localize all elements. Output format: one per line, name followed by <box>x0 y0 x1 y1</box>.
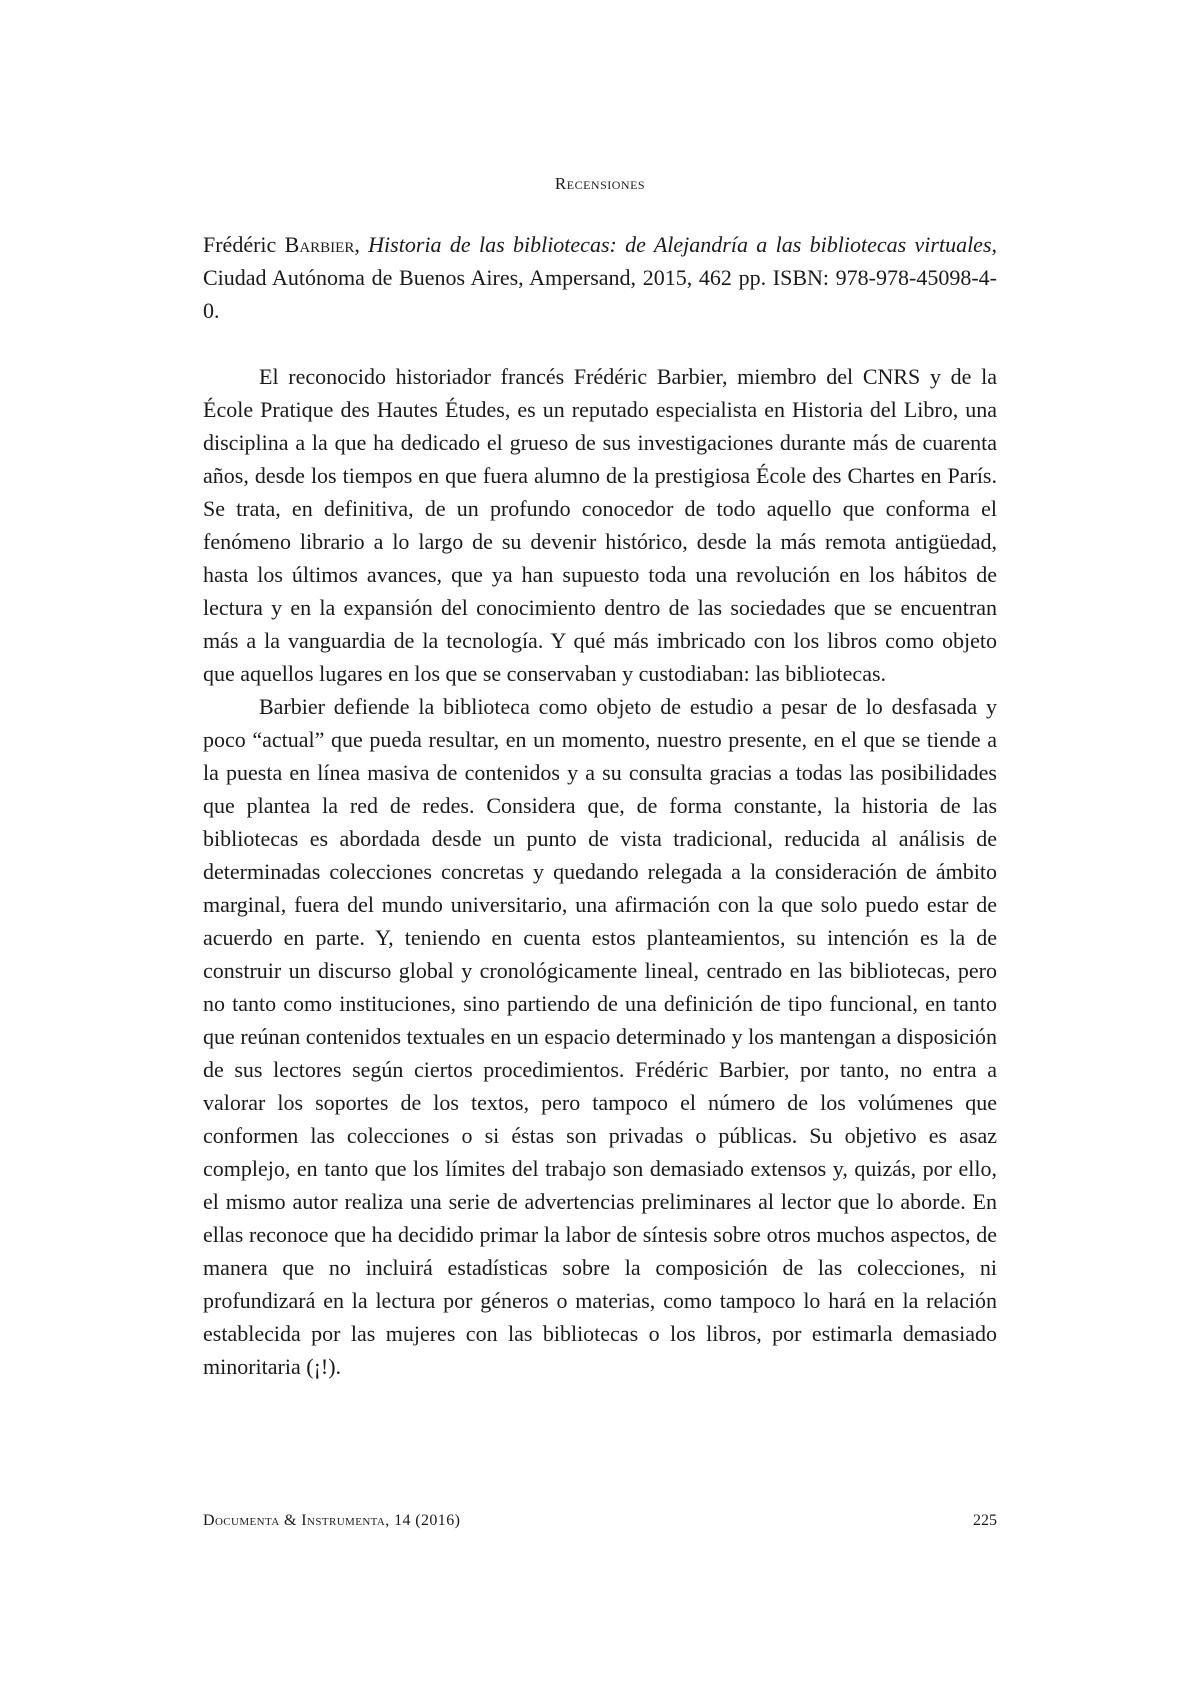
book-title: Historia de las bibliotecas: de Alejandría a las bibliotecas virtuales <box>368 232 992 257</box>
page-footer <box>203 1512 997 1536</box>
author-surname: Barbier <box>284 232 355 257</box>
reference-separator: , <box>354 232 369 257</box>
bibliographic-reference <box>203 228 997 327</box>
review-body <box>203 360 997 1383</box>
publication-details: , Ciudad Autónoma de Buenos Aires, Ampersand, 2015, 462 pp. ISBN: 978-978-45098-4-0. <box>203 232 998 323</box>
journal-citation: Documenta & Instrumenta, 14 (2016) <box>203 1512 461 1529</box>
author-first-name: Frédéric <box>203 232 285 257</box>
paragraph: Barbier defiende la biblioteca como objeto de estudio a pesar de lo desfasada y poco “actual” que pueda resultar, en un momento, nuestro presente, en el que se tiende a la puesta en línea masiva de contenidos y a su consulta gracias a todas las posibilidades que plantea la red de redes. Considera que, de forma constante, la historia de las bibliotecas es abordada desde un punto de vista tradicional, reducida al análisis de determinadas colecciones concretas y quedando relegada a la consideración de ámbito marginal, fuera del mundo universitario, una afirmación con la que solo puedo estar de acuerdo en parte. Y, teniendo en cuenta estos planteamientos, su intención es la de construir un discurso global y cronológicamente lineal, centrado en las bibliotecas, pero no tanto como instituciones, sino partiendo de una definición de tipo funcional, en tanto que reúnan contenidos textuales en un espacio determinado y los mantengan a disposición de sus lectores según ciertos procedimientos. Frédéric Barbier, por tanto, no entra a valorar los soportes de los textos, pero tampoco el número de los volúmenes que conformen las colecciones o si éstas son privadas o públicas. Su objetivo es asaz complejo, en tanto que los límites del trabajo son demasiado extensos y, quizás, por ello, el mismo autor realiza una serie de advertencias preliminares al lector que lo aborde. En ellas reconoce que ha decidido primar la labor de síntesis sobre otros muchos aspectos, de manera que no incluirá estadísticas sobre la composición de las colecciones, ni profundizará en la lectura por géneros o materias, como tampoco lo hará en la relación establecida por las mujeres con las bibliotecas o los libros, por estimarla demasiado minoritaria (¡!). <box>203 694 997 1379</box>
page-number: 225 <box>973 1512 997 1529</box>
running-header: Recensiones <box>554 174 646 193</box>
paragraph: El reconocido historiador francés Frédéric Barbier, miembro del CNRS y de la École Pratique des Hautes Études, es un reputado especialista en Historia del Libro, una disciplina a la que ha dedicado el grueso de sus investigaciones durante más de cuarenta años, desde los tiempos en que fuera alumno de la prestigiosa École des Chartes en París. Se trata, en definitiva, de un profundo conocedor de todo aquello que conforma el fenómeno librario a lo largo de su devenir histórico, desde la más remota antigüedad, hasta los últimos avances, que ya han supuesto toda una revolución en los hábitos de lectura y en la expansión del conocimiento dentro de las sociedades que se encuentran más a la vanguardia de la tecnología. Y qué más imbricado con los libros como objeto que aquellos lugares en los que se conservaban y custodiaban: las bibliotecas. <box>203 364 997 686</box>
